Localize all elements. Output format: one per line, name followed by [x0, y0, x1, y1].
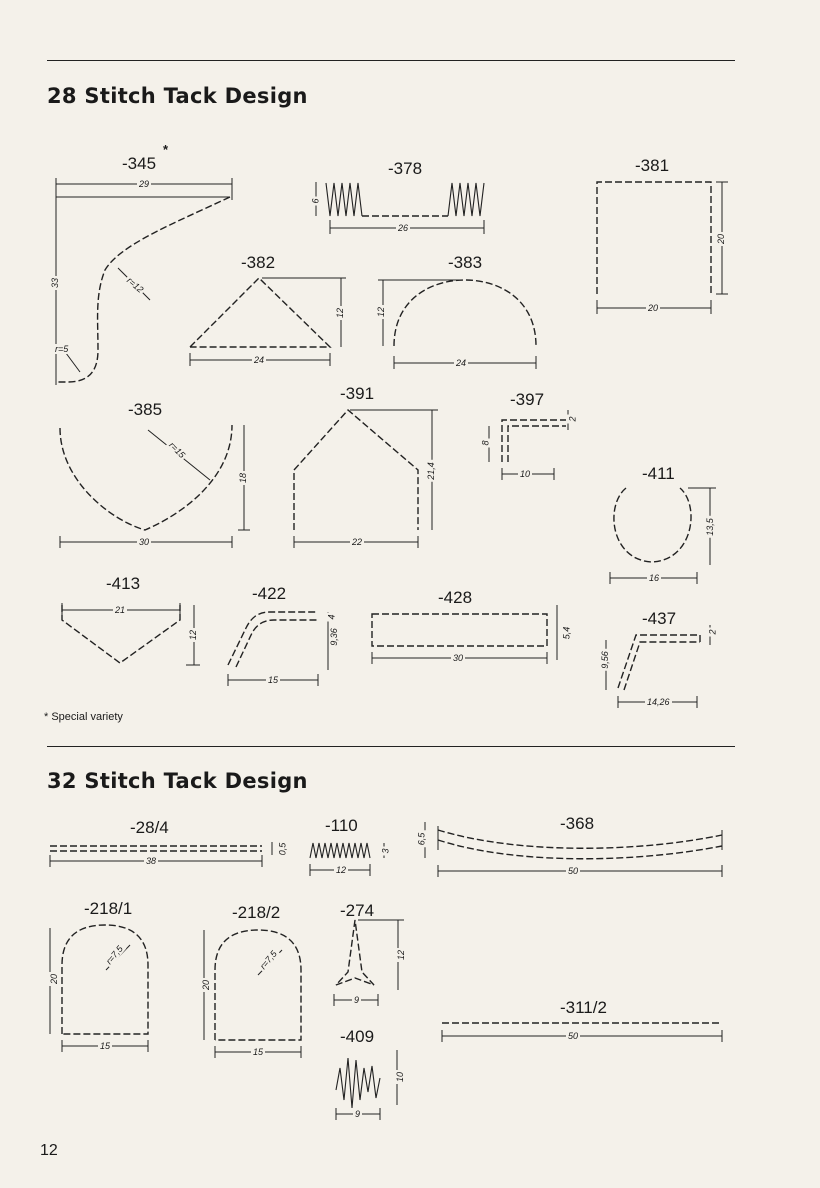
dim-385-height: 18 — [238, 472, 249, 484]
design-368-label: -368 — [560, 814, 595, 833]
dim-110-width: 12 — [336, 865, 347, 875]
dim-345-width: 29 — [139, 179, 150, 189]
design-274-label: -274 — [340, 901, 375, 920]
page-number: 12 — [40, 1142, 58, 1159]
dim-218-1-height: 20 — [49, 973, 60, 985]
design-345-shape — [56, 178, 232, 385]
dim-382-width: 24 — [254, 355, 265, 365]
design-437-shape — [606, 625, 710, 708]
design-218-1-shape — [50, 925, 148, 1052]
design-409-label: -409 — [340, 1027, 375, 1046]
dim-218-2-width: 15 — [253, 1047, 264, 1057]
dim-437-width: 14,26 — [647, 697, 670, 707]
dim-28-4-height: 0,5 — [277, 842, 288, 856]
dim-409-height: 10 — [395, 1071, 406, 1083]
dim-422-height: 9,36 — [328, 628, 339, 646]
section-title-32: 32 Stitch Tack Design — [47, 769, 308, 793]
dim-110-height: 3 — [380, 848, 391, 854]
dim-383-width: 24 — [456, 358, 467, 368]
dim-368-height: 6,5 — [416, 832, 427, 846]
dim-422-thickness: 4 — [326, 614, 337, 620]
design-383-shape — [378, 280, 536, 369]
design-378-label: -378 — [388, 159, 423, 178]
design-110-label: -110 — [325, 816, 358, 835]
design-422-label: -422 — [252, 584, 287, 603]
dim-413-height: 12 — [188, 629, 199, 641]
dim-397-height: 8 — [480, 440, 491, 446]
design-397-label: -397 — [510, 390, 545, 409]
design-411-label: -411 — [642, 464, 675, 483]
design-413-shape — [62, 603, 200, 665]
dim-382-height: 12 — [335, 307, 346, 319]
dim-274-height: 12 — [396, 949, 407, 961]
dim-397-width: 10 — [520, 469, 531, 479]
dim-437-height: 9,56 — [599, 651, 610, 669]
dim-397-thickness: 2 — [567, 416, 578, 422]
design-311-2-label: -311/2 — [560, 998, 607, 1017]
design-382-label: -382 — [241, 253, 276, 272]
dim-422-width: 15 — [268, 675, 279, 685]
dim-413-width: 21 — [115, 605, 126, 615]
dim-411-width: 16 — [649, 573, 660, 583]
dim-391-width: 22 — [352, 537, 363, 547]
design-311-2-shape — [442, 1023, 722, 1042]
dim-385-radius: r=15 — [167, 440, 188, 460]
design-381-label: -381 — [635, 156, 670, 175]
design-274-shape — [334, 920, 407, 1006]
dim-428-height: 5,4 — [561, 626, 572, 640]
special-variety-asterisk: * — [163, 142, 169, 157]
design-409-shape — [336, 1050, 397, 1120]
dim-345-height: 33 — [50, 277, 61, 289]
dim-218-1-radius: r=7,5 — [103, 943, 125, 967]
design-391-label: -391 — [340, 384, 375, 403]
dim-218-1-width: 15 — [100, 1041, 111, 1051]
design-218-2-shape — [204, 930, 301, 1058]
dim-345-radius-large: r=12 — [124, 275, 146, 295]
dim-345-radius-small: r=5 — [55, 344, 69, 354]
dim-311-2-width: 50 — [568, 1031, 579, 1041]
design-411-shape — [610, 488, 716, 584]
dim-391-height: 21,4 — [425, 462, 436, 480]
dim-381-width: 20 — [648, 303, 659, 313]
dim-385-width: 30 — [139, 537, 150, 547]
dim-381-height: 20 — [716, 233, 727, 245]
dim-409-width: 9 — [355, 1109, 361, 1119]
design-428-label: -428 — [438, 588, 473, 607]
dim-368-width: 50 — [568, 866, 579, 876]
dim-437-thickness: 2 — [707, 629, 718, 635]
dim-218-2-height: 20 — [201, 979, 212, 991]
section-title-28: 28 Stitch Tack Design — [47, 84, 308, 108]
dim-378-width: 26 — [398, 223, 409, 233]
design-391-shape — [294, 410, 438, 548]
design-381-shape — [597, 182, 728, 314]
design-385-label: -385 — [128, 400, 163, 419]
dim-218-2-radius: r=7,5 — [257, 948, 279, 972]
design-218-1-label: -218/1 — [84, 899, 133, 918]
dim-428-width: 30 — [453, 653, 464, 663]
design-383-label: -383 — [448, 253, 483, 272]
dim-274-width: 9 — [354, 995, 360, 1005]
dim-28-4-width: 38 — [146, 856, 157, 866]
dim-411-height: 13,5 — [704, 518, 715, 536]
design-345-label: -345 — [122, 154, 157, 173]
dim-383-height: 12 — [376, 306, 387, 318]
design-28-4-label: -28/4 — [130, 818, 169, 837]
design-437-label: -437 — [642, 609, 677, 628]
footnote-special-variety: * Special variety — [44, 711, 123, 723]
design-385-shape — [60, 425, 250, 548]
design-413-label: -413 — [106, 574, 141, 593]
design-382-shape — [190, 278, 346, 366]
dim-378-height: 6 — [310, 198, 321, 204]
design-28-4-shape — [50, 842, 272, 867]
design-218-2-label: -218/2 — [232, 903, 281, 922]
